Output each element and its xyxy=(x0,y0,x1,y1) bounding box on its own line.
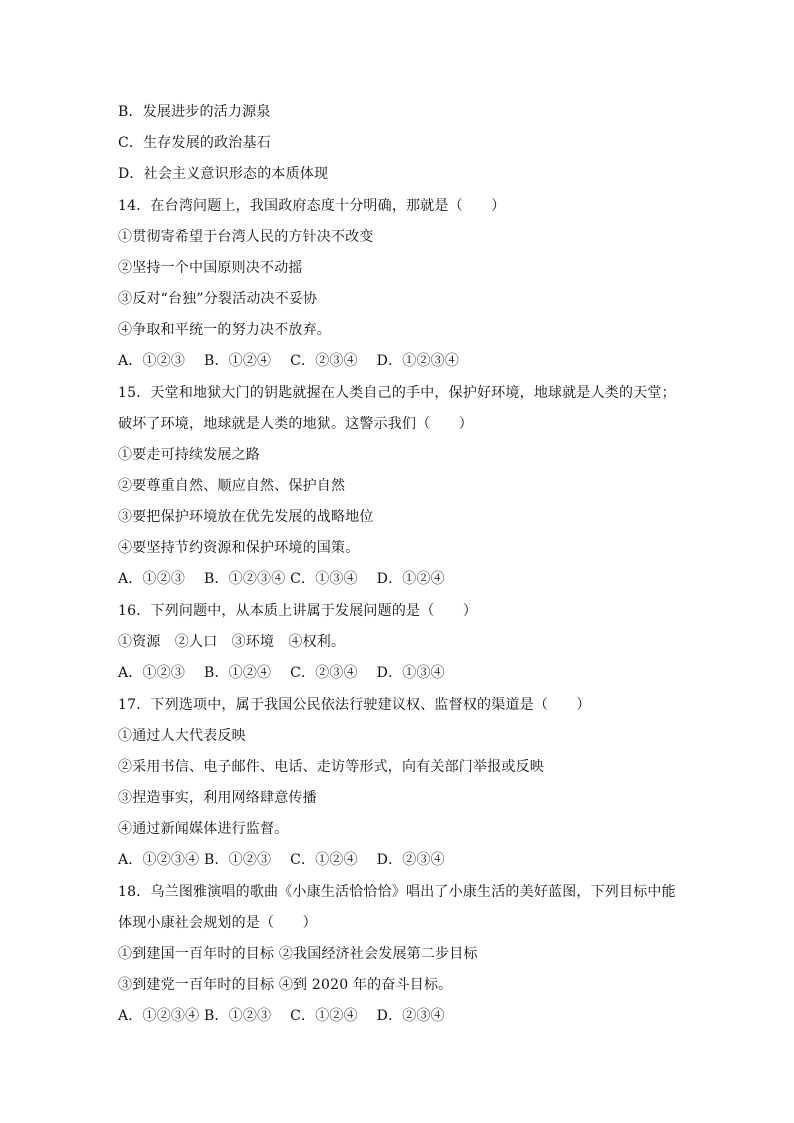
option-d: D．社会主义意识形态的本质体现 xyxy=(118,166,329,182)
question-17-item-4: ④通过新闻媒体进行监督。 xyxy=(118,821,289,837)
option-b: B．发展进步的活力源泉 xyxy=(118,104,271,120)
question-15-item-1: ①要走可持续发展之路 xyxy=(118,447,260,463)
option-c: C．生存发展的政治基石 xyxy=(118,135,271,151)
question-14-options: A．①②③ B．①②④ C．②③④ D．①②③④ xyxy=(118,353,460,369)
question-15-item-4: ④要坚持节约资源和保护环境的国策。 xyxy=(118,540,360,556)
question-16-options: A．①②③ B．①②④ C．②③④ D．①③④ xyxy=(118,665,445,681)
question-17-options: A．①②③④ B．①②③ C．①②④ D．②③④ xyxy=(118,852,445,868)
question-18-items-3-4: ③到建党一百年时的目标 ④到 2020 年的奋斗目标。 xyxy=(118,977,453,993)
question-18-items-1-2: ①到建国一百年时的目标 ②我国经济社会发展第二步目标 xyxy=(118,946,478,962)
question-17-stem: 17．下列选项中，属于我国公民依法行驶建议权、监督权的渠道是（ ） xyxy=(118,697,591,713)
question-14-item-1: ①贯彻寄希望于台湾人民的方针决不改变 xyxy=(118,229,374,245)
question-15-stem: 15．天堂和地狱大门的钥匙就握在人类自己的手中，保护好环境，地球就是人类的天堂； xyxy=(118,385,676,401)
question-14-item-2: ②坚持一个中国原则决不动摇 xyxy=(118,260,303,276)
question-15-stem-cont: 破坏了环境，地球就是人类的地狱。这警示我们（ ） xyxy=(118,416,473,432)
question-17-item-2: ②采用书信、电子邮件、电话、走访等形式，向有关部门举报或反映 xyxy=(118,759,544,775)
question-16-stem: 16．下列问题中，从本质上讲属于发展问题的是（ ） xyxy=(118,603,478,619)
question-15-options: A．①②③ B．①②③④ C．①③④ D．①②④ xyxy=(118,571,445,587)
question-17-item-3: ③捏造事实，利用网络肆意传播 xyxy=(118,790,317,806)
question-15-item-2: ②要尊重自然、顺应自然、保护自然 xyxy=(118,478,346,494)
question-18-stem: 18．乌兰图雅演唱的歌曲《小康生活恰恰恰》唱出了小康生活的美好蓝图，下列目标中能 xyxy=(118,884,676,900)
question-14-item-3: ③反对“台独”分裂活动决不妥协 xyxy=(118,291,318,307)
question-18-stem-cont: 体现小康社会规划的是（ ） xyxy=(118,915,317,931)
question-18-options: A．①②③④ B．①②③ C．①②④ D．②③④ xyxy=(118,1008,445,1024)
question-14-stem: 14．在台湾问题上，我国政府态度十分明确，那就是（ ） xyxy=(118,198,506,214)
question-16-items: ①资源 ②人口 ③环境 ④权利。 xyxy=(118,634,346,650)
question-14-item-4: ④争取和平统一的努力决不放弃。 xyxy=(118,322,331,338)
question-17-item-1: ①通过人大代表反映 xyxy=(118,728,246,744)
question-15-item-3: ③要把保护环境放在优先发展的战略地位 xyxy=(118,509,374,525)
